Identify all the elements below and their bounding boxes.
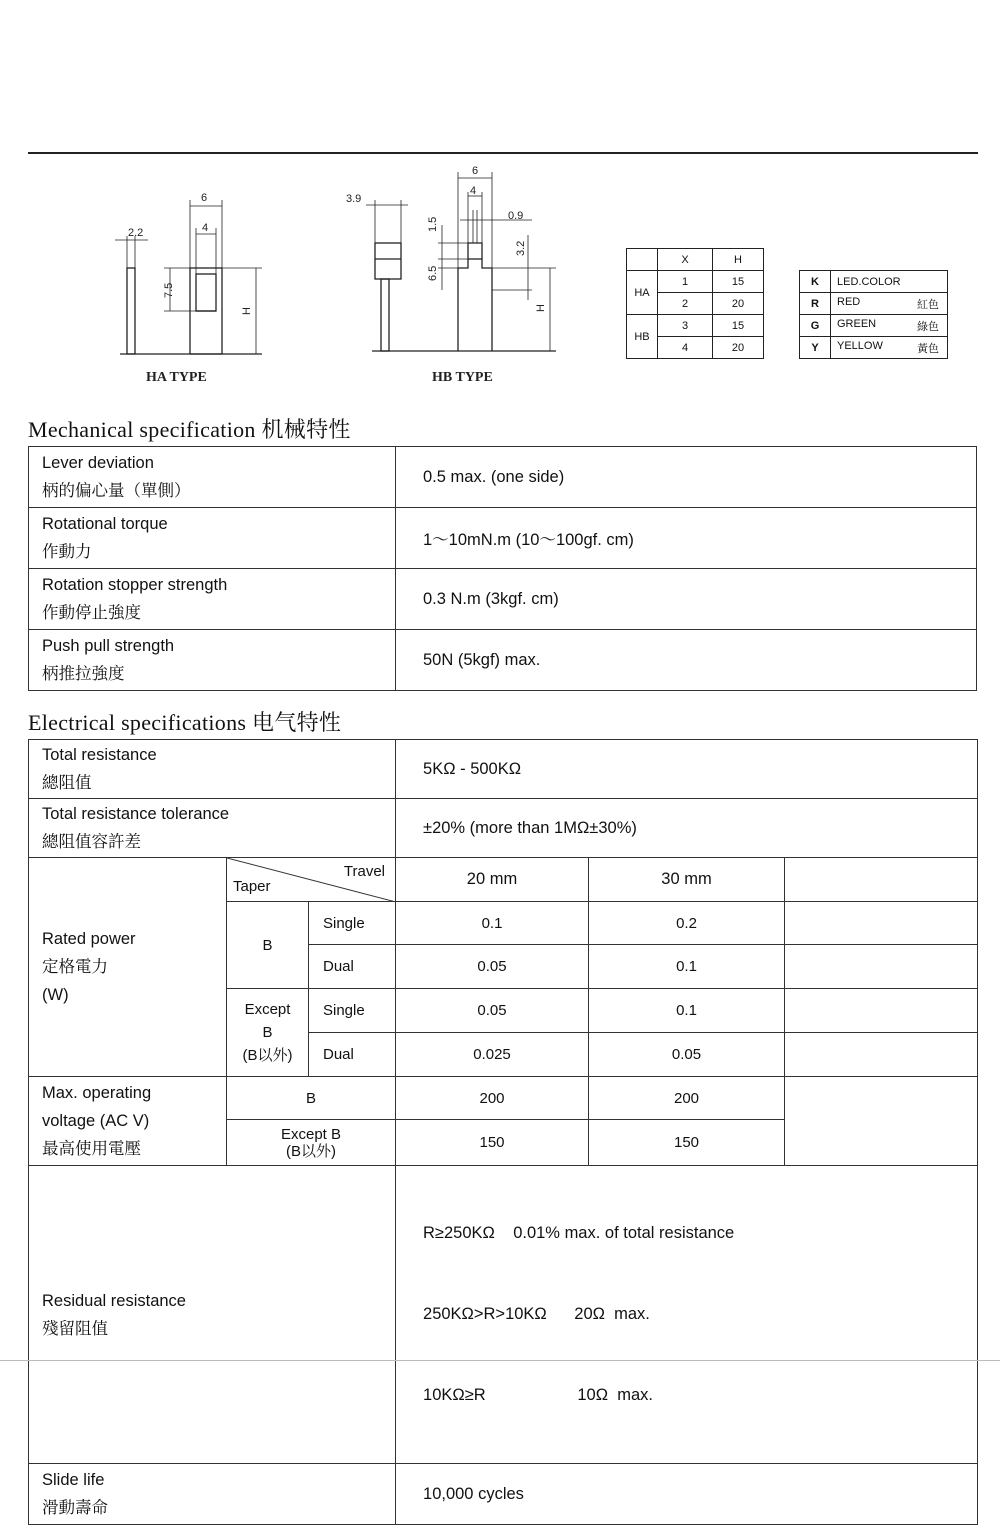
led-name bbox=[831, 271, 948, 293]
ha-dim-2.2: 2.2 bbox=[128, 227, 144, 239]
spec-label-en: Total resistance tolerance bbox=[42, 805, 230, 823]
mechanical-table bbox=[28, 446, 977, 691]
led-name-text: GREEN bbox=[837, 317, 877, 330]
residual-line: 250KΩ>R>10KΩ 20Ω max. bbox=[423, 1305, 650, 1323]
spec-label-cn: 滑動壽命 bbox=[42, 1499, 108, 1517]
led-code: G bbox=[800, 315, 831, 337]
table-row bbox=[29, 1166, 978, 1464]
spec-label-en: Rotation stopper strength bbox=[42, 576, 228, 594]
led-name bbox=[831, 293, 948, 315]
dual-label: Dual bbox=[309, 945, 396, 989]
empty-cell bbox=[785, 989, 978, 1033]
led-name-text: YELLOW bbox=[837, 339, 883, 352]
empty-cell bbox=[785, 1077, 978, 1166]
hb-type-drawing bbox=[366, 172, 556, 351]
led-code: R bbox=[800, 293, 831, 315]
spec-label bbox=[29, 630, 396, 691]
ha-dim-4: 4 bbox=[202, 222, 209, 234]
travel-label: Travel bbox=[343, 863, 386, 880]
except-line: B bbox=[262, 1024, 273, 1041]
hb-type-caption: HB TYPE bbox=[432, 370, 493, 385]
spec-label-cn: 最高使用電壓 bbox=[42, 1140, 141, 1158]
hb-dim-4: 4 bbox=[470, 185, 477, 197]
electrical-title: Electrical specifications 电气特性 bbox=[28, 710, 342, 735]
empty-cell bbox=[785, 945, 978, 989]
xh-header-h: H bbox=[713, 249, 764, 271]
hb-dim-6: 6 bbox=[472, 165, 479, 177]
xh-group-hb: HB bbox=[627, 315, 658, 359]
spec-label-cn: 柄推拉強度 bbox=[42, 665, 125, 683]
spec-label-en: Rotational torque bbox=[42, 515, 168, 533]
xh-x: 4 bbox=[658, 337, 713, 359]
spec-label-cn: 殘留阻值 bbox=[42, 1319, 108, 1338]
hb-dim-H: H bbox=[535, 304, 547, 312]
voltage-value: 150 bbox=[589, 1120, 785, 1166]
table-row bbox=[29, 740, 978, 799]
single-label: Single bbox=[309, 902, 396, 945]
except-line: (B以外) bbox=[242, 1047, 293, 1064]
spec-label-en: Total resistance bbox=[42, 746, 157, 764]
top-rule bbox=[28, 152, 978, 154]
led-name-cn: 黃色 bbox=[917, 342, 939, 355]
travel-20-header: 20 mm bbox=[396, 858, 589, 902]
ha-dim-6: 6 bbox=[201, 192, 208, 204]
led-code: Y bbox=[800, 337, 831, 359]
power-value: 0.1 bbox=[589, 945, 785, 989]
spec-value: ±20% (more than 1MΩ±30%) bbox=[396, 799, 978, 858]
spec-value: 10,000 cycles bbox=[396, 1464, 978, 1525]
residual-values bbox=[396, 1166, 978, 1464]
xh-x: 3 bbox=[658, 315, 713, 337]
xh-x: 2 bbox=[658, 293, 713, 315]
taper-travel-header bbox=[227, 858, 396, 902]
power-value: 0.05 bbox=[396, 989, 589, 1033]
hb-dim-0.9: 0.9 bbox=[508, 210, 524, 222]
spec-label-unit: (W) bbox=[42, 986, 69, 1004]
spec-value: 0.3 N.m (3kgf. cm) bbox=[396, 569, 977, 630]
empty-cell bbox=[785, 858, 978, 902]
except-line: (B以外) bbox=[286, 1142, 336, 1160]
spec-label bbox=[29, 569, 396, 630]
led-name bbox=[831, 337, 948, 359]
led-name-cn: 紅色 bbox=[917, 298, 939, 311]
residual-line: 10KΩ≥R 10Ω max. bbox=[423, 1386, 653, 1404]
spec-label bbox=[29, 1464, 396, 1525]
table-row bbox=[29, 1464, 978, 1525]
spec-label bbox=[29, 799, 396, 858]
table-row bbox=[29, 630, 977, 691]
led-name bbox=[831, 315, 948, 337]
empty-cell bbox=[785, 1033, 978, 1077]
spec-label-en: Residual resistance bbox=[42, 1291, 186, 1310]
taper-label: Taper bbox=[233, 878, 271, 895]
residual-line: R≥250KΩ 0.01% max. of total resistance bbox=[423, 1224, 735, 1242]
ha-type-drawing bbox=[115, 200, 262, 354]
spec-label-cn: 總阻值容許差 bbox=[42, 833, 141, 851]
taper-b-label: B bbox=[227, 902, 309, 989]
table-row bbox=[29, 569, 977, 630]
spec-label-cn: 作動力 bbox=[42, 543, 92, 561]
spec-label-cn: 定格電力 bbox=[42, 958, 108, 976]
voltage-value: 150 bbox=[396, 1120, 589, 1166]
spec-value: 50N (5kgf) max. bbox=[396, 630, 977, 691]
dual-label: Dual bbox=[309, 1033, 396, 1077]
xh-table bbox=[626, 248, 764, 359]
xh-header-x: X bbox=[658, 249, 713, 271]
spec-value: 1～10mN.m (10～100gf. cm) bbox=[396, 508, 977, 569]
table-row bbox=[29, 508, 977, 569]
power-value: 0.025 bbox=[396, 1033, 589, 1077]
xh-corner bbox=[627, 249, 658, 271]
voltage-value: 200 bbox=[589, 1077, 785, 1120]
taper-except-b-label bbox=[227, 989, 309, 1077]
hb-dim-3.2: 3.2 bbox=[515, 240, 527, 256]
single-label: Single bbox=[309, 989, 396, 1033]
empty-cell bbox=[785, 902, 978, 945]
xh-h: 20 bbox=[713, 293, 764, 315]
spec-label bbox=[29, 508, 396, 569]
spec-label-en: voltage (AC V) bbox=[42, 1112, 150, 1130]
ha-dim-H: H bbox=[241, 307, 253, 315]
spec-label bbox=[29, 740, 396, 799]
spec-value: 5KΩ - 500KΩ bbox=[396, 740, 978, 799]
spec-label-en: Push pull strength bbox=[42, 637, 175, 655]
spec-value: 0.5 max. (one side) bbox=[396, 447, 977, 508]
xh-h: 15 bbox=[713, 315, 764, 337]
table-row bbox=[29, 799, 978, 858]
spec-label-cn: 總阻值 bbox=[42, 774, 92, 792]
electrical-table bbox=[28, 739, 978, 1525]
xh-group-ha: HA bbox=[627, 271, 658, 315]
ha-dim-7.5: 7.5 bbox=[163, 282, 175, 298]
xh-h: 15 bbox=[713, 271, 764, 293]
power-value: 0.05 bbox=[396, 945, 589, 989]
except-line: Except B bbox=[280, 1125, 342, 1143]
led-color-table bbox=[799, 270, 948, 359]
hb-dim-6.5: 6.5 bbox=[427, 265, 439, 281]
ha-type-caption: HA TYPE bbox=[146, 370, 207, 385]
rated-power-label bbox=[29, 858, 227, 1077]
spec-label-en: Lever deviation bbox=[42, 454, 154, 472]
table-row bbox=[29, 447, 977, 508]
spec-label-en: Rated power bbox=[42, 930, 136, 948]
spec-label-cn: 柄的偏心量（單側） bbox=[42, 482, 191, 500]
power-value: 0.2 bbox=[589, 902, 785, 945]
xh-x: 1 bbox=[658, 271, 713, 293]
power-value: 0.05 bbox=[589, 1033, 785, 1077]
voltage-value: 200 bbox=[396, 1077, 589, 1120]
table-row bbox=[29, 1077, 978, 1120]
power-value: 0.1 bbox=[396, 902, 589, 945]
xh-h: 20 bbox=[713, 337, 764, 359]
led-name-cn: 綠色 bbox=[917, 320, 939, 333]
spec-label-en: Max. operating bbox=[42, 1084, 152, 1102]
bottom-rule bbox=[0, 1360, 1000, 1361]
voltage-b-label: B bbox=[227, 1077, 396, 1120]
except-line: Except bbox=[244, 1001, 291, 1018]
spec-label-cn: 作動停止強度 bbox=[42, 604, 141, 622]
hb-dim-3.9: 3.9 bbox=[346, 193, 362, 205]
max-voltage-label bbox=[29, 1077, 227, 1166]
led-code: K bbox=[800, 271, 831, 293]
travel-30-header: 30 mm bbox=[589, 858, 785, 902]
mechanical-title: Mechanical specification 机械特性 bbox=[28, 417, 351, 442]
led-name-text: RED bbox=[837, 295, 861, 308]
spec-label bbox=[29, 447, 396, 508]
hb-dim-1.5: 1.5 bbox=[427, 216, 439, 232]
led-name-text: LED.COLOR bbox=[837, 275, 901, 288]
power-value: 0.1 bbox=[589, 989, 785, 1033]
spec-label-en: Slide life bbox=[42, 1471, 105, 1489]
voltage-except-b-label bbox=[227, 1120, 396, 1166]
spec-label bbox=[29, 1166, 396, 1464]
table-row bbox=[29, 858, 978, 902]
